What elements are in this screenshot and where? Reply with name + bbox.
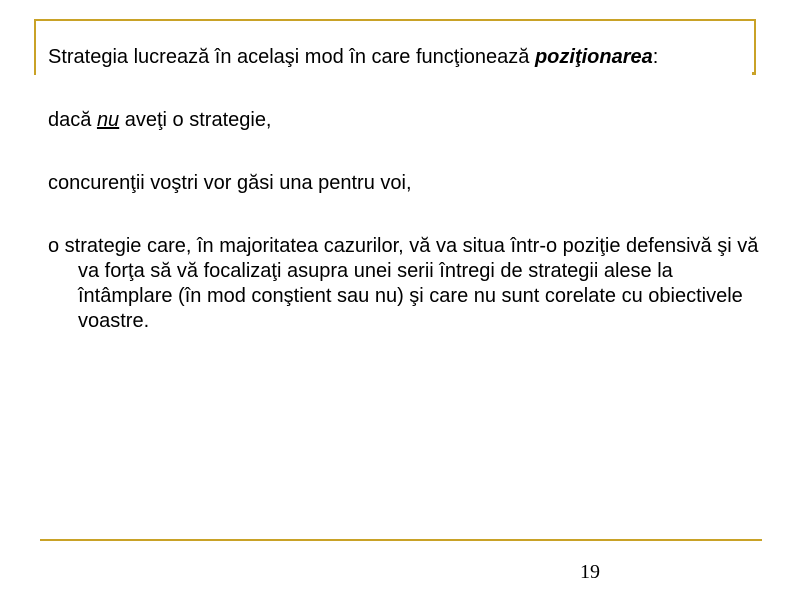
paragraph-2-suffix: aveţi o strategie, (119, 109, 272, 131)
paragraph-4-text: o strategie care, în majoritatea cazurilor, vă va situa într-o poziţie defensivă şi vă va forţa să vă focalizaţi asupra unei serii întregi de strategii alese la întâmplare (în mod conştient sau nu) şi care nu sunt corelate cu obiectivele voastre. (48, 235, 759, 332)
page-number: 19 (580, 561, 600, 583)
paragraph-no-strategy (48, 108, 760, 133)
paragraph-1-suffix: : (652, 46, 659, 68)
frame-bottom-line (40, 539, 762, 541)
paragraph-3-text: concurenţii voştri vor găsi una pentru voi, (48, 172, 412, 194)
slide-body (48, 45, 760, 372)
positioning-emphasis: poziţionarea (534, 46, 653, 68)
frame-top-line (34, 19, 756, 21)
paragraph-defensive-position (48, 234, 760, 334)
frame-left-line (34, 19, 36, 75)
nu-underlined: nu (96, 109, 120, 131)
paragraph-strategy-positioning (48, 45, 760, 70)
paragraph-1-text: Strategia lucrează în acelaşi mod în care funcţionează (48, 46, 535, 68)
paragraph-2-text: dacă (48, 109, 97, 131)
paragraph-competitors (48, 171, 760, 196)
